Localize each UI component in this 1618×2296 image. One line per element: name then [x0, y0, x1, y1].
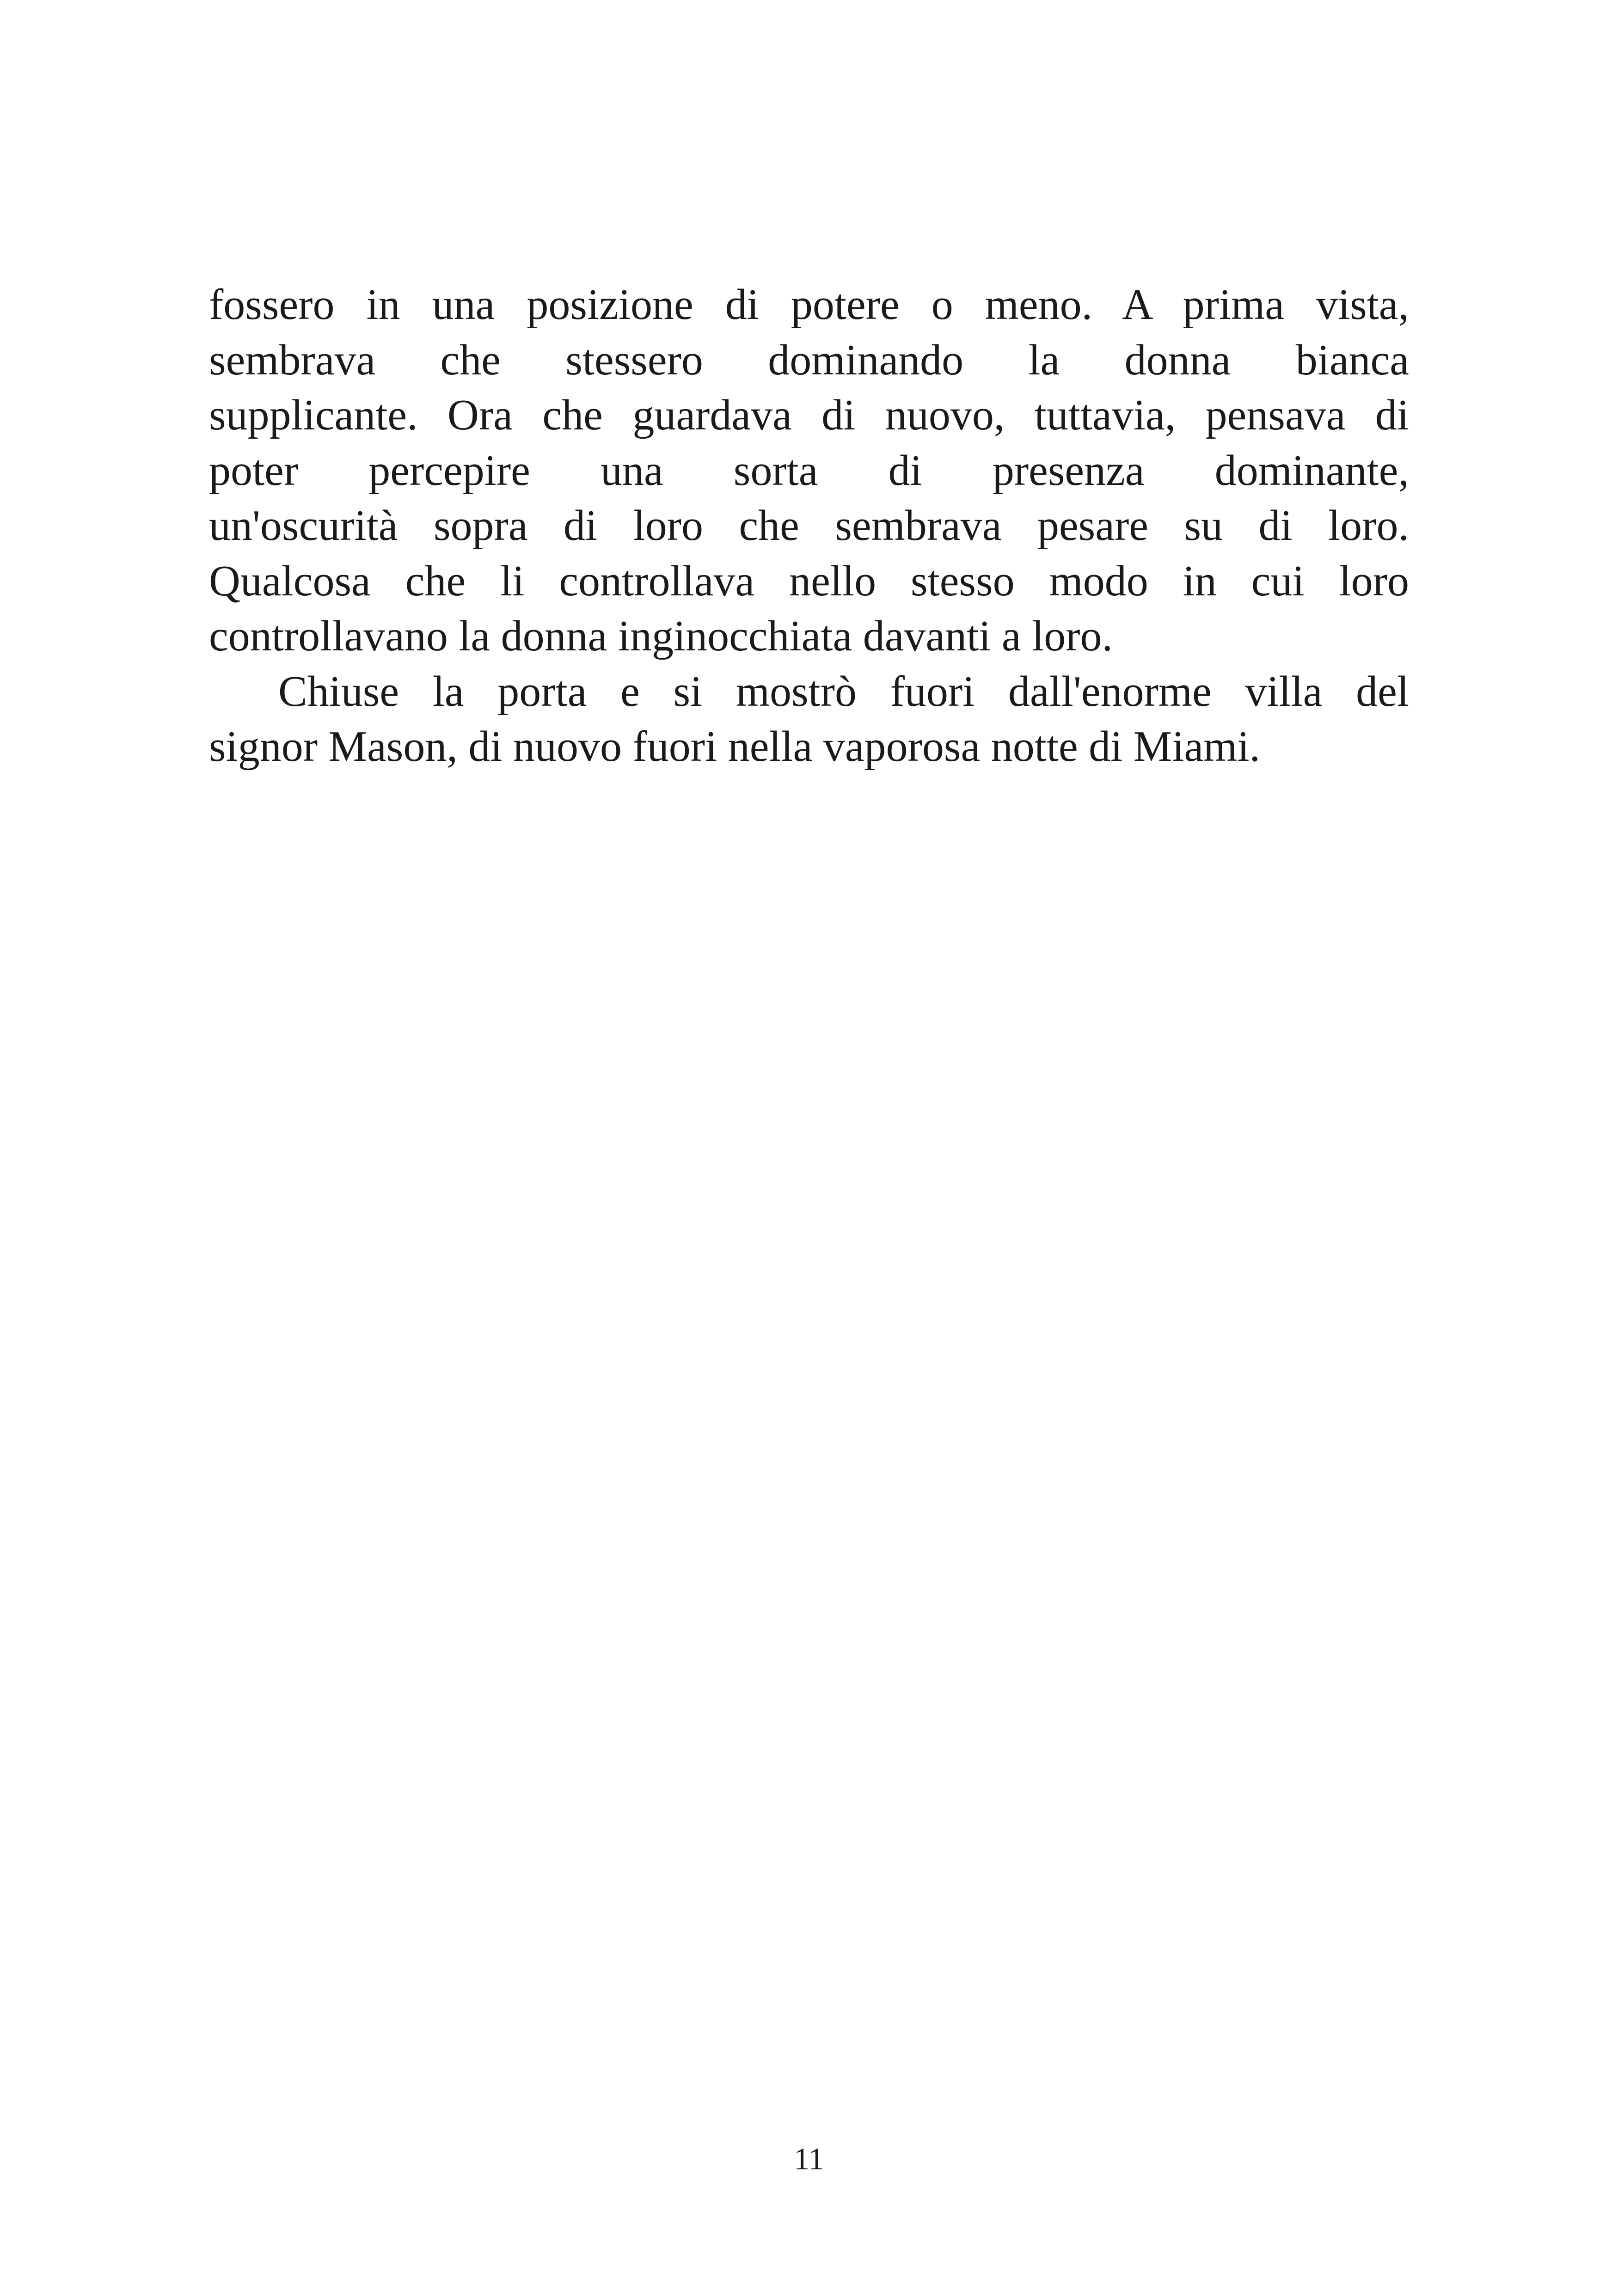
page-number: 11	[794, 2141, 824, 2176]
text-line: poter percepire una sorta di presenza dominante,	[209, 446, 1409, 495]
text-line: signor Mason, di nuovo fuori nella vaporosa notte di Miami.	[209, 722, 1260, 771]
paragraph-1	[209, 277, 1409, 664]
text-line: supplicante. Ora che guardava di nuovo, tuttavia, pensava di	[209, 391, 1409, 439]
text-line: sembrava che stessero dominando la donna bianca	[209, 336, 1409, 384]
text-line: Chiuse la porta e si mostrò fuori dall'enorme villa del	[278, 667, 1409, 716]
text-line: un'oscurità sopra di loro che sembrava pesare su di loro.	[209, 502, 1409, 550]
paragraph-2	[209, 664, 1409, 775]
text-line: controllavano la donna inginocchiata davanti a loro.	[209, 612, 1113, 660]
text-line: fossero in una posizione di potere o meno. A prima vista,	[209, 281, 1409, 329]
text-line: Qualcosa che li controllava nello stesso modo in cui loro	[209, 557, 1409, 605]
body-text	[209, 277, 1409, 775]
